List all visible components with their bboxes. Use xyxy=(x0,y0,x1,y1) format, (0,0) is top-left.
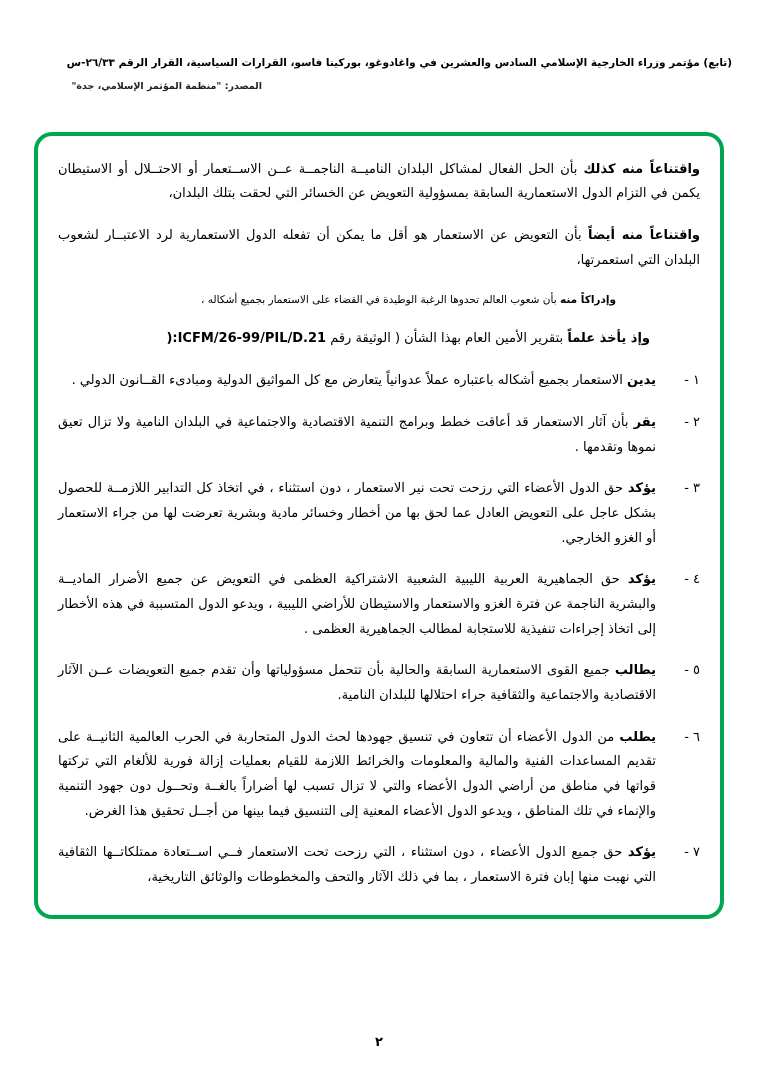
preamble-paragraph-4 xyxy=(58,327,650,352)
item-lead: يدين xyxy=(627,373,656,389)
resolution-item-5 xyxy=(58,659,700,708)
item-body-text: جميع القوى الاستعمارية السابقة والحالية بأن تتحمل مسؤولياتها وأن تقدم جميع التعويضات عــن الآثار الاقتصادية والاجتماعية والثقافية جراء احتلالها للبلدان النامية. xyxy=(58,663,656,703)
preamble-paragraph-1 xyxy=(58,158,700,207)
paragraph-text: بتقرير الأمين العام بهذا الشأن ( الوثيقة رقم xyxy=(326,331,568,347)
resolution-item-2 xyxy=(58,411,700,460)
item-number: ٦ - xyxy=(684,729,700,745)
paragraph-text: بأن شعوب العالم تحدوها الرغبة الوطيدة في القضاء على الاستعمار بجميع أشكاله ، xyxy=(201,293,560,306)
item-number: ٣ - xyxy=(684,481,700,497)
paragraph-lead: واقتناعاً منه أيضاً xyxy=(587,228,701,244)
item-number: ٧ - xyxy=(684,845,700,861)
item-body-text: من الدول الأعضاء أن تتعاون في تنسيق جهودها لحث الدول المتحاربة في الحرب العالمية الثانيــة على تقديم المساعدات الفنية والمالية والمعلومات والخرائط اللازمة للقيام بعمليات إزالة فورية للألغام التي تركتها قواتها في مناطق من أراضي الدول الأعضاء والتي لا تزال تسبب لها أضراراً بالغــة وتحــول دون جهود التنمية والإنماء في تلك المناطق ، ويدعو الدول الأعضاء المعنية إلى التنسيق فيما بينها من أجــل تحقيق هذا الغرض. xyxy=(58,729,656,819)
resolution-item-7 xyxy=(58,841,700,890)
item-body-text: حق الدول الأعضاء التي رزحت تحت نير الاستعمار ، دون استثناء ، في اتخاذ كل التدابير اللازمــة للحصول بشكل عاجل على التعويض العادل عما لحق بها من أخطار وخسائر مادية وبشرية تعرضت لها من جراء الاستعمار أو الغزو الخارجي. xyxy=(58,481,656,546)
item-text xyxy=(58,726,656,825)
document-reference-close: ): xyxy=(166,331,178,347)
resolution-item-3 xyxy=(58,477,700,551)
paragraph-lead: وإذ يأخذ علماً xyxy=(567,331,650,347)
item-body-text: حق الجماهيرية العربية الليبية الشعبية الاشتراكية العظمى في التعويض عن جميع الأضرار الماديــة والبشرية الناجمة عن فترة الغزو والاستعمار والاستيطان للأراضي الليبية ، ويدعو الدول المتسببة في هذه الأخطار إلى اتخاذ إجراءات تنفيذية للاستجابة لمطالب الجماهيرية العظمى . xyxy=(58,572,656,637)
item-text xyxy=(58,659,656,708)
document-header xyxy=(0,0,758,92)
resolution-items xyxy=(58,369,700,891)
item-body-text: بأن آثار الاستعمار قد أعاقت خطط وبرامج التنمية الاقتصادية والاجتماعية في البلدان النامية ولا تزال تعيق نموها وتقدمها . xyxy=(58,414,656,455)
item-number: ١ - xyxy=(684,373,700,389)
item-number: ٢ - xyxy=(684,414,700,430)
item-number: ٤ - xyxy=(684,572,700,588)
paragraph-text: بأن الحل الفعال لمشاكل البلدان الناميــة الناجمــة عــن الاســتعمار أو الاحتــلال أو الاستيطان يكمن في التزام الدول الاستعمارية السابقة بمسؤولية التعويض عن الخسائر التي لحقت بتلك البلدان، xyxy=(58,161,700,202)
item-body-text: الاستعمار بجميع أشكاله باعتباره عملاً عدوانياً يتعارض مع كل المواثيق الدولية ومبادىء القــانون الدولي . xyxy=(71,373,628,389)
source-label: المصدر: xyxy=(224,80,262,92)
item-text xyxy=(58,411,656,460)
document-reference: ICFM/26-99/PIL/D.21 xyxy=(177,331,327,347)
item-lead: يطالب xyxy=(614,663,656,679)
item-lead: يطلب xyxy=(619,729,656,745)
resolution-item-1 xyxy=(58,369,700,394)
source-line xyxy=(26,81,262,92)
header-title: (تابع) مؤتمر وزراء الخارجية الإسلامي السادس والعشرين في واغادوغو، بوركينا فاسو، القرارات السياسية، القرار الرقم ٢٦/٣٣-س xyxy=(66,57,732,69)
preamble-paragraph-3 xyxy=(68,291,616,311)
item-lead: يؤكد xyxy=(627,572,656,588)
source-value: "منظمة المؤتمر الإسلامي، جدة" xyxy=(71,80,222,92)
paragraph-text: بأن التعويض عن الاستعمار هو أقل ما يمكن أن تفعله الدول الاستعمارية لرد الاعتبــار لشعوب البلدان التي استعمرتها، xyxy=(58,228,700,268)
item-text xyxy=(58,369,656,394)
item-body-text: حق جميع الدول الأعضاء ، دون استثناء ، التي رزحت تحت الاستعمار فــي اســتعادة ممتلكاتــها الثقافية التي نهبت منها إبان فترة الاستعمار ، بما في ذلك الآثار والتحف والمخطوطات والوثائق التاريخية، xyxy=(58,845,656,886)
resolution-frame xyxy=(34,132,724,919)
paragraph-lead: واقتناعاً منه كذلك xyxy=(583,161,700,177)
resolution-item-6 xyxy=(58,726,700,825)
item-lead: يؤكد xyxy=(627,845,656,861)
resolution-item-4 xyxy=(58,568,700,642)
page-number: ٢ xyxy=(375,1035,383,1050)
item-text xyxy=(58,841,656,890)
item-lead: يقر xyxy=(633,414,656,430)
item-text xyxy=(58,477,656,551)
item-number: ٥ - xyxy=(684,663,700,679)
item-lead: يؤكد xyxy=(627,481,656,497)
item-text xyxy=(58,568,656,642)
paragraph-lead: وإدراكاً منه xyxy=(559,293,616,306)
preamble-paragraph-2 xyxy=(58,224,700,273)
